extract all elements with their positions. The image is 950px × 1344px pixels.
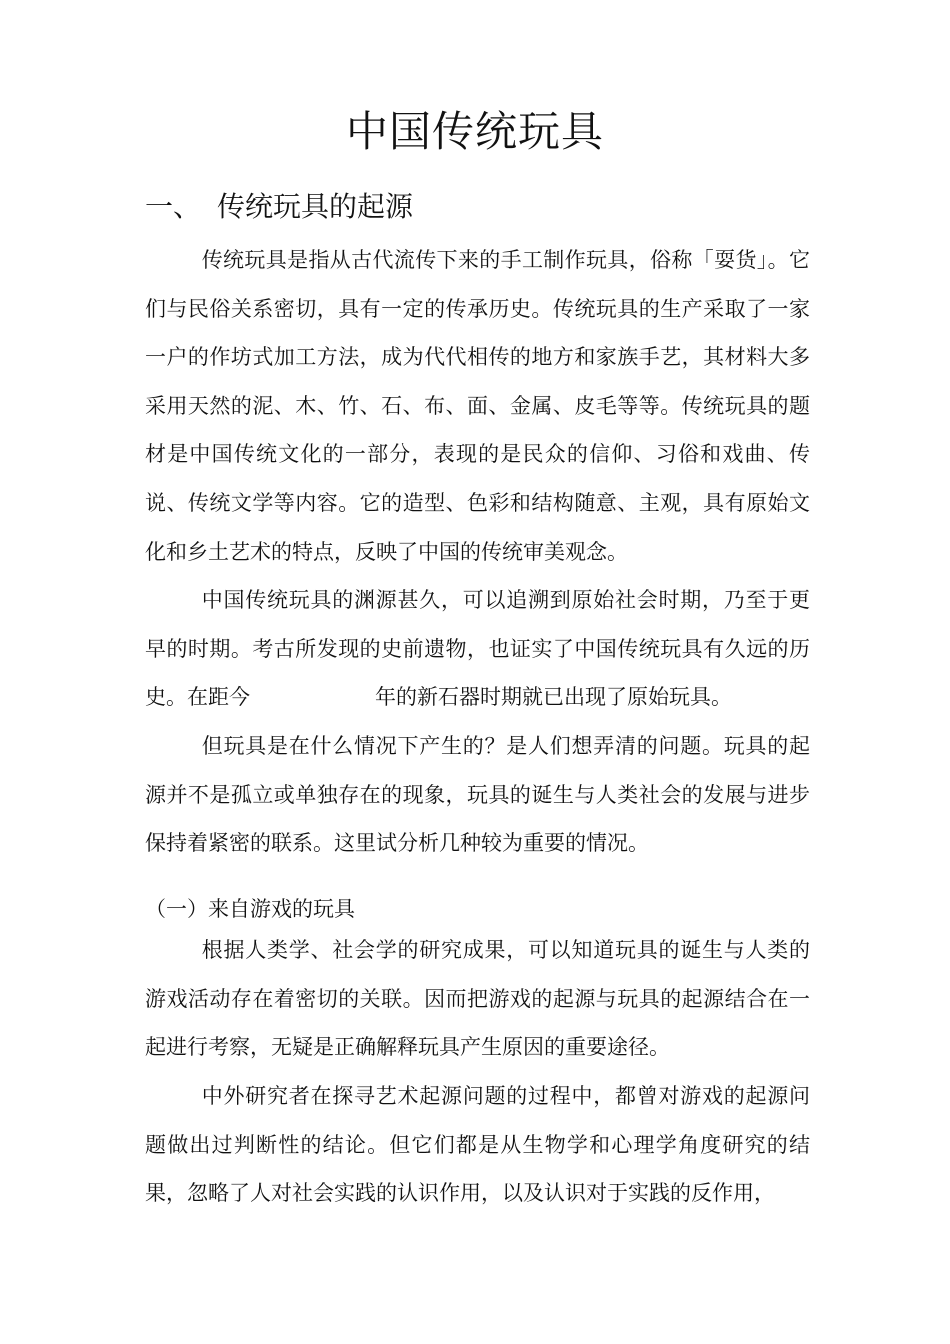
paragraph-art-origin: 中外研究者在探寻艺术起源问题的过程中，都曾对游戏的起源问题做出过判断性的结论。但它们都是从生物学和心理学角度研究的结果，忽略了人对社会实践的认识作用，以及认识对于实践的反作用， bbox=[145, 1084, 810, 1206]
section-number: 一、 bbox=[145, 190, 202, 223]
subheading-games: （一）来自游戏的玩具 bbox=[145, 897, 355, 921]
paragraph-history-part-1: 中国传统玩具的渊源甚久，可以追溯到原始社会时期，乃至于更早的时期。考古所发现的史前遗物，也证实了中国传统玩具有久远的历史。在距今 bbox=[145, 588, 810, 710]
paragraph-history bbox=[145, 576, 810, 722]
section-heading bbox=[145, 185, 413, 229]
document-title: 中国传统玩具 bbox=[345, 107, 604, 156]
section-title: 传统玩具的起源 bbox=[217, 190, 414, 223]
paragraph-history-part-2: 年的新石器时期就已出现了原始玩具。 bbox=[375, 685, 732, 710]
paragraph-question: 但玩具是在什么情况下产生的？是人们想弄清的问题。玩具的起源并不是孤立或单独存在的现象，玩具的诞生与人类社会的发展与进步保持着紧密的联系。这里试分析几种较为重要的情况。 bbox=[145, 734, 810, 856]
paragraph-origin-definition: 传统玩具是指从古代流传下来的手工制作玩具，俗称「耍货」。它们与民俗关系密切，具有一定的传承历史。传统玩具的生产采取了一家一户的作坊式加工方法，成为代代相传的地方和家族手艺，其材料大多采用天然的泥、木、竹、石、布、面、金属、皮毛等等。传统玩具的题材是中国传统文化的一部分，表现的是民众的信仰、习俗和戏曲、传说、传统文学等内容。它的造型、色彩和结构随意、主观，具有原始文化和乡土艺术的特点，反映了中国的传统审美观念。 bbox=[145, 248, 810, 564]
paragraph-games-research: 根据人类学、社会学的研究成果，可以知道玩具的诞生与人类的游戏活动存在着密切的关联。因而把游戏的起源与玩具的起源结合在一起进行考察，无疑是正确解释玩具产生原因的重要途径。 bbox=[145, 938, 810, 1060]
